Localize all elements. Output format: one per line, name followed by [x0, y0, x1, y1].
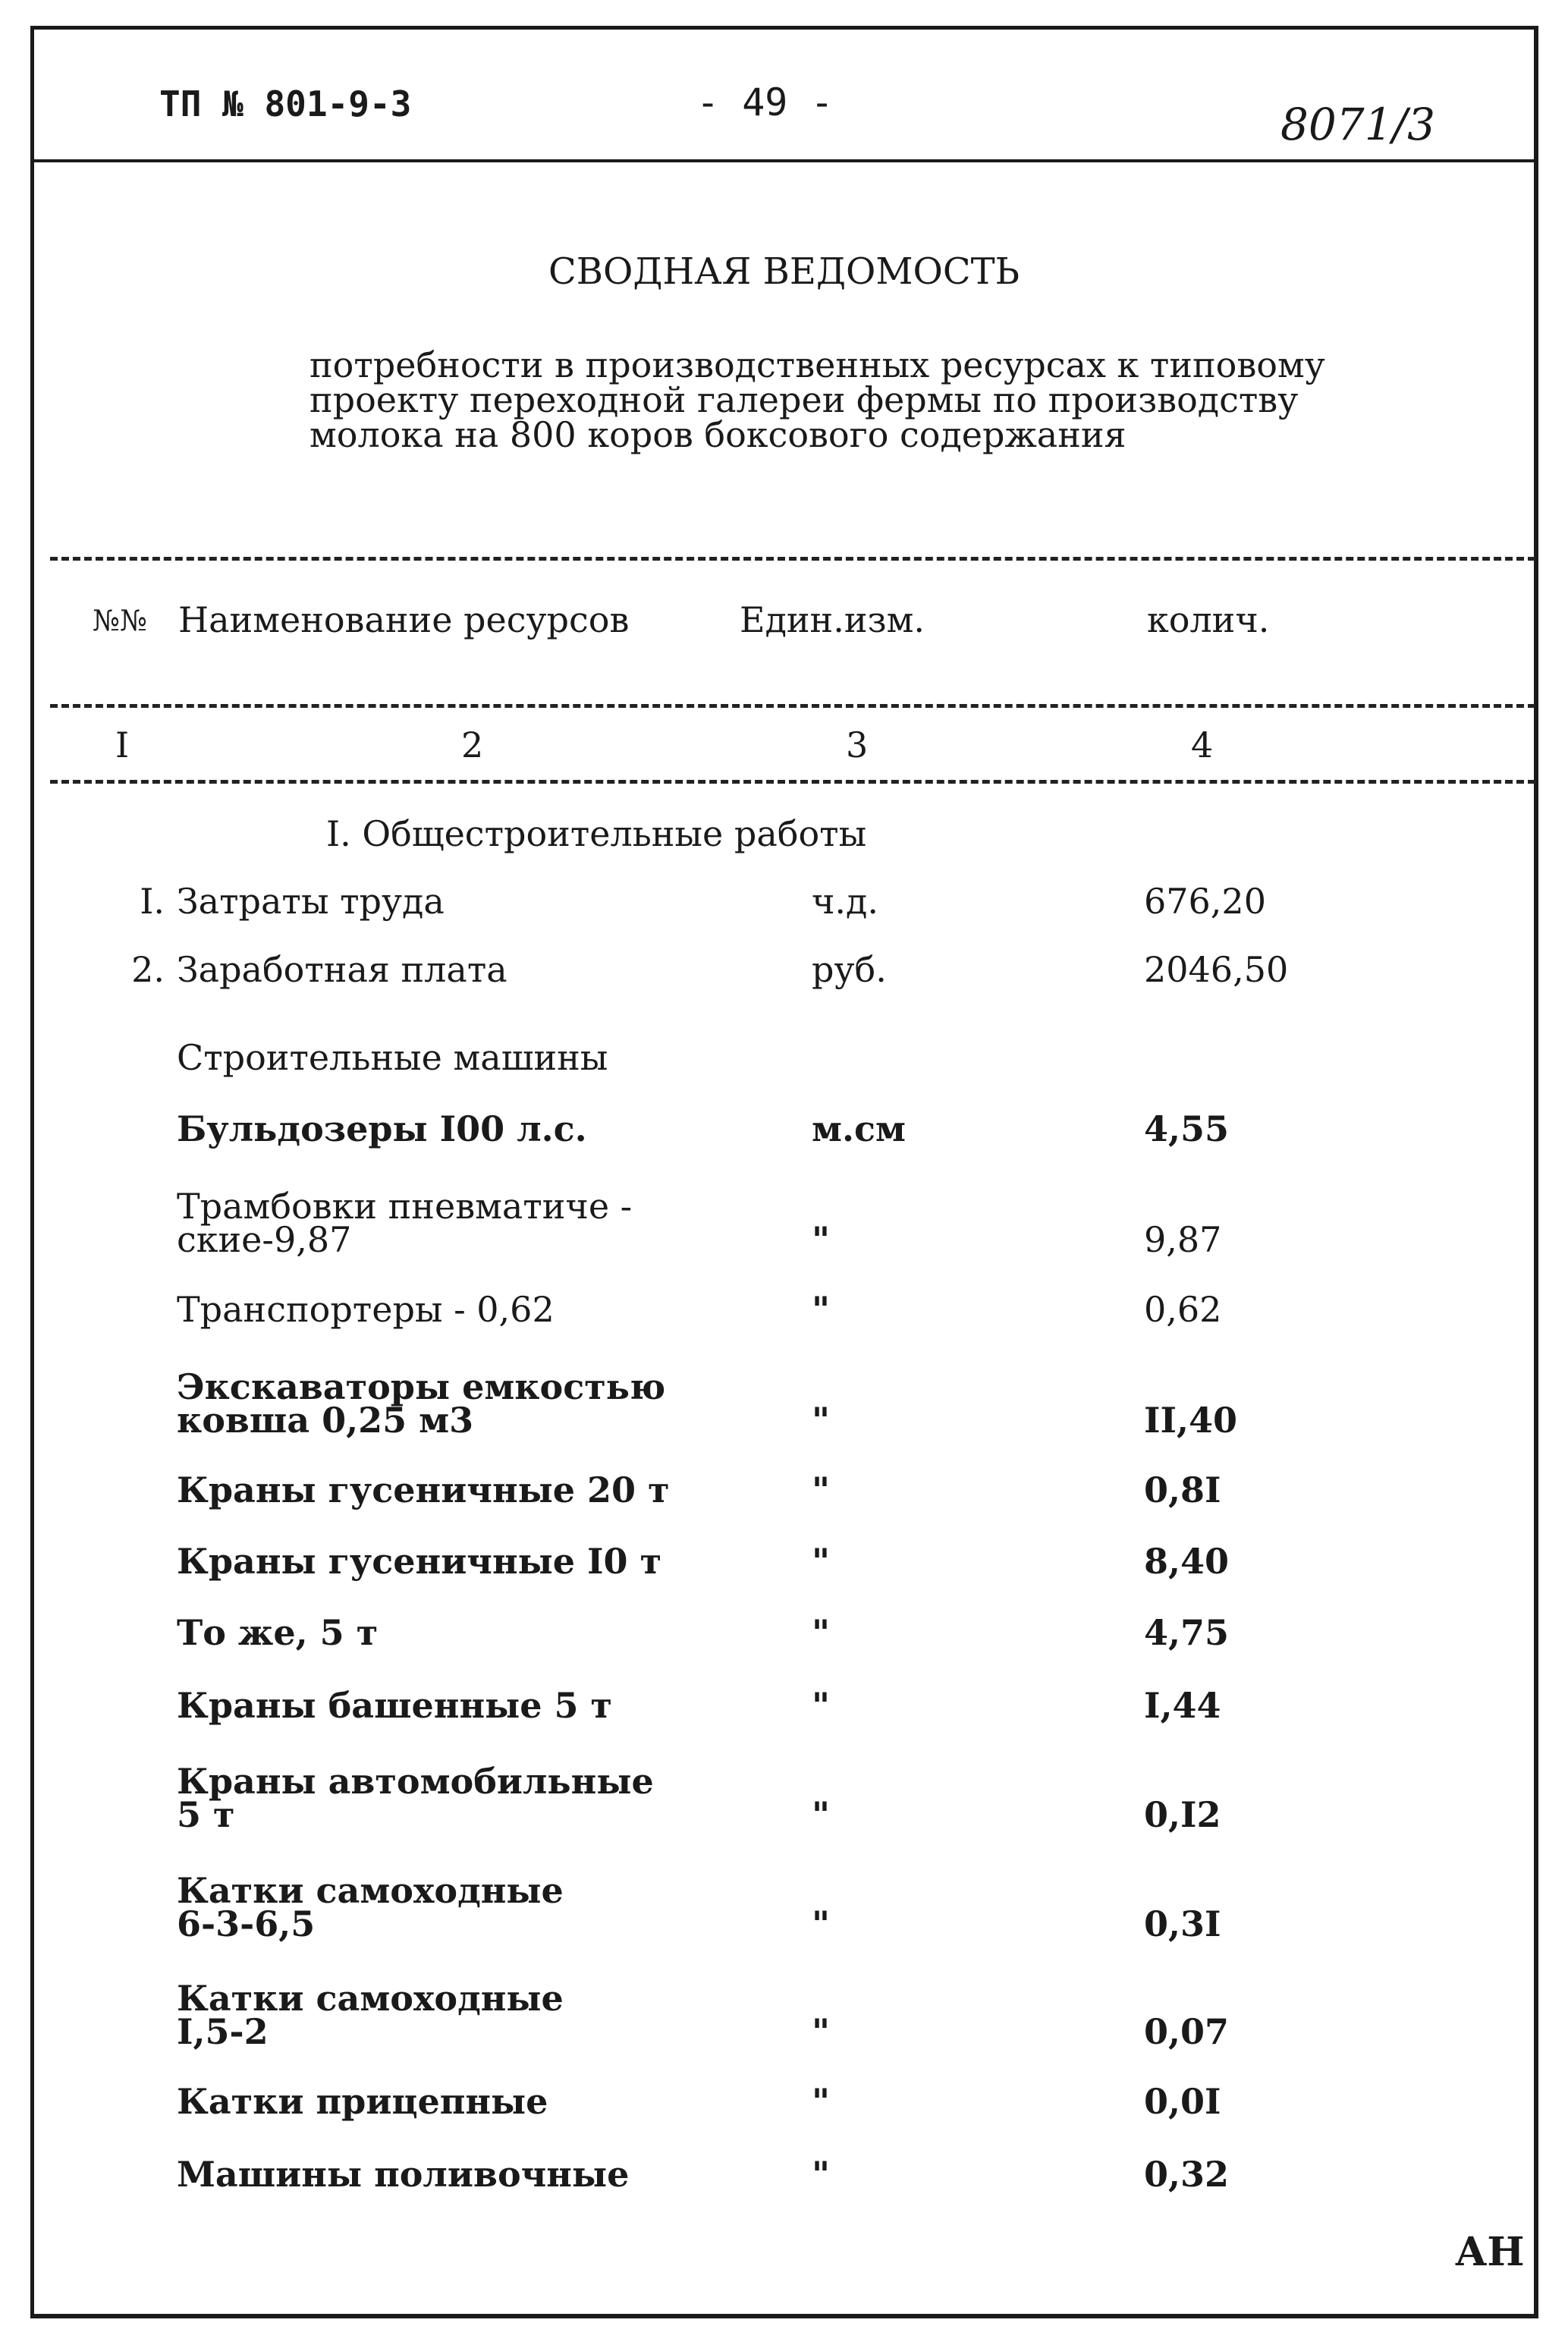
quantity: 0,8I: [1144, 1469, 1221, 1510]
col-header-qty: колич.: [1147, 599, 1270, 640]
unit: ": [812, 2081, 830, 2122]
quantity: 0,62: [1144, 1289, 1222, 1330]
table-row: [0, 880, 1568, 922]
resource-name: Трамбовки пневматиче - ские-9,87: [177, 1186, 633, 1260]
project-code: ТП № 801-9-3: [159, 83, 412, 124]
quantity: 4,75: [1144, 1612, 1230, 1653]
resource-name: Катки самоходные 6-3-6,5: [177, 1870, 564, 1944]
table-row: [0, 2080, 1568, 2122]
table-row: [0, 1611, 1568, 1653]
resource-name: Катки прицепные: [177, 2081, 548, 2122]
unit: ": [812, 1612, 830, 1653]
table-row: [0, 1108, 1568, 1149]
quantity: I,44: [1144, 1685, 1221, 1726]
quantity: 676,20: [1144, 881, 1266, 922]
page-number: - 49 -: [696, 80, 834, 124]
resource-name: Краны гусеничные 20 т: [177, 1469, 670, 1510]
unit: ": [812, 1794, 830, 1835]
unit: ": [812, 1400, 830, 1441]
unit: ": [812, 2011, 830, 2052]
resource-name: Краны автомобильные 5 т: [177, 1761, 654, 1835]
col-number-3: 3: [846, 725, 869, 765]
quantity: 8,40: [1144, 1541, 1230, 1582]
resource-name: Транспортеры - 0,62: [177, 1289, 555, 1330]
col-number-2: 2: [461, 725, 484, 765]
quantity: 0,3I: [1144, 1903, 1221, 1944]
unit: м.см: [812, 1108, 906, 1149]
resource-name: Бульдозеры I00 л.с.: [177, 1108, 587, 1149]
table-row: [0, 1684, 1568, 1726]
table-row: [0, 948, 1568, 990]
resource-name: Катки самоходные I,5-2: [177, 1978, 564, 2052]
col-header-unit: Един.изм.: [740, 599, 925, 640]
col-number-1: I: [115, 725, 130, 765]
unit: ": [812, 1685, 830, 1726]
table-row: [0, 1361, 1568, 1441]
row-number: 2.: [131, 949, 165, 990]
resource-name: Экскаваторы емкостью ковша 0,25 м3: [177, 1366, 666, 1441]
numbers-bottom-rule: [50, 780, 1535, 784]
resource-name: Заработная плата: [177, 949, 507, 990]
table-row: [0, 1865, 1568, 1944]
quantity: II,40: [1144, 1400, 1238, 1441]
section-title: I. Общестроительные работы: [326, 813, 867, 854]
col-header-number: №№: [93, 604, 147, 637]
quantity: 0,I2: [1144, 1794, 1221, 1835]
resource-name: Краны башенные 5 т: [177, 1685, 613, 1726]
col-number-4: 4: [1191, 725, 1214, 765]
quantity: 4,55: [1144, 1108, 1230, 1149]
resource-name: Краны гусеничные I0 т: [177, 1541, 662, 1582]
resource-name: То же, 5 т: [177, 1612, 379, 1653]
unit: ": [812, 1469, 830, 1510]
header-rule: [30, 159, 1538, 162]
table-row: [0, 2153, 1568, 2195]
quantity: 2046,50: [1144, 949, 1289, 990]
table-row: [0, 1036, 1568, 1078]
quantity: 9,87: [1144, 1219, 1222, 1260]
quantity: 0,0I: [1144, 2081, 1221, 2122]
sheet-reference: 8071/3: [1280, 99, 1436, 150]
table-row: [0, 1540, 1568, 1582]
unit: ч.д.: [812, 881, 878, 922]
document-title: СВОДНАЯ ВЕДОМОСТЬ: [548, 250, 1020, 293]
unit: ": [812, 1903, 830, 1944]
unit: руб.: [812, 949, 887, 990]
col-header-name: Наименование ресурсов: [178, 599, 630, 640]
approval-stamp: АН: [1455, 2229, 1525, 2275]
quantity: 0,07: [1144, 2011, 1230, 2052]
table-top-rule: [50, 557, 1535, 561]
unit: ": [812, 1219, 830, 1260]
resource-name: Машины поливочные: [177, 2154, 630, 2195]
table-row: [0, 1469, 1568, 1510]
table-row: [0, 1180, 1568, 1260]
table-row: [0, 1972, 1568, 2052]
unit: ": [812, 1541, 830, 1582]
table-row: [0, 1755, 1568, 1835]
document-subtitle: потребности в производственных ресурсах к типовому проекту переходной галереи фермы по производству молока на 800 коров боксового содержания: [310, 344, 1325, 455]
resource-name: Строительные машины: [177, 1037, 608, 1078]
unit: ": [812, 1289, 830, 1330]
table-row: [0, 1288, 1568, 1330]
quantity: 0,32: [1144, 2154, 1230, 2195]
row-number: I.: [140, 881, 165, 922]
header-bottom-rule: [50, 704, 1535, 708]
unit: ": [812, 2154, 830, 2195]
resource-name: Затраты труда: [177, 881, 445, 922]
